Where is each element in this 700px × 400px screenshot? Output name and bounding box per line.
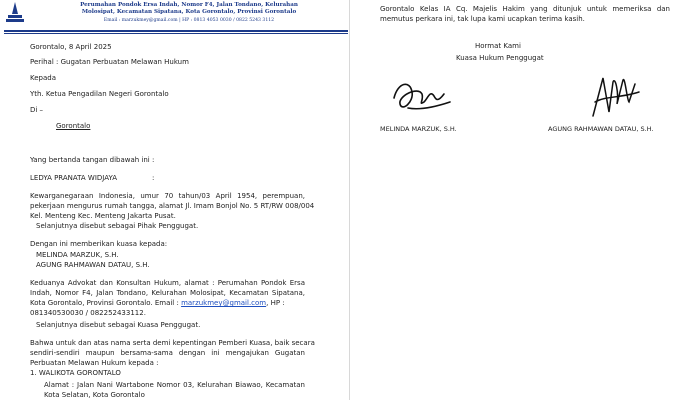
letterhead-address-line1: Perumahan Pondok Ersa Indah, Nomor F4, Jalan Tondano, Kelurahan (80, 2, 298, 8)
plaintiff-name: LEDYA PRANATA WIDJAYA (30, 174, 117, 182)
letterhead (0, 0, 350, 36)
place-date: Gorontalo, 8 April 2025 (30, 43, 112, 51)
defendant-heading: 1. WALIKOTA GORONTALO (30, 369, 121, 377)
attorney-desc-line: Indah, Nomor F4, Jalan Tondano, Kelurahan Molosipat, Kecamatan Sipatana, (30, 289, 305, 297)
di-label: Di – (30, 106, 44, 114)
claim-intro-line: Perbuatan Melawan Hukum kepada : (30, 359, 159, 367)
regards: Hormat Kami (475, 42, 521, 50)
signer-name: MELINDA MARZUK, S.H. (380, 125, 457, 133)
plaintiff-desc-line: Kewarganegaraan Indonesia, umur 70 tahun/03 April 1954, perempuan, (30, 192, 305, 200)
signatory-role: Kuasa Hukum Penggugat (456, 54, 544, 62)
subject-line: Perihal : Gugatan Perbuatan Melawan Hukum (30, 58, 189, 66)
undersigned-intro: Yang bertanda tangan dibawah ini : (30, 156, 155, 164)
attorney-name: AGUNG RAHMAWAN DATAU, S.H. (36, 261, 150, 269)
power-intro: Dengan ini memberikan kuasa kepada: (30, 240, 168, 248)
firm-logo (4, 0, 26, 26)
letterhead-address-line2: Molosipat, Kecamatan Sipatana, Kota Gorontalo, Provinsi Gorontalo (81, 9, 297, 15)
attorney-desc-line: Kota Gorontalo, Provinsi Gorontalo. Email : (30, 299, 179, 307)
plaintiff-alias: Selanjutnya disebut sebagai Pihak Penggugat. (36, 222, 199, 230)
attorney-contact-line (30, 298, 285, 308)
attorney-alias: Selanjutnya disebut sebagai Kuasa Penggugat. (36, 321, 201, 329)
signer-name: AGUNG RAHMAWAN DATAU, S.H. (548, 125, 654, 133)
claim-intro-line: sendiri-sendiri maupun bersama-sama dengan ini mengajukan Gugatan (30, 349, 305, 357)
defendant-address-line: Alamat : Jalan Nani Wartabone Nomor 03, Kelurahan Biawao, Kecamatan (44, 381, 305, 389)
attorney-name: MELINDA MARZUK, S.H. (36, 251, 119, 259)
plaintiff-desc-line: pekerjaan mengurus rumah tangga, alamat Jl. Imam Bonjol No. 5 RT/RW 008/004 (30, 202, 315, 210)
email-link[interactable]: marzukmey@gmail.com (181, 299, 267, 307)
recipient-city: Gorontalo (56, 122, 91, 130)
attorney-desc-line: Keduanya Advokat dan Konsultan Hukum, alamat : Perumahan Pondok Ersa (30, 279, 305, 287)
page-divider (349, 0, 350, 400)
signature-agung (585, 72, 645, 122)
signature-melinda (388, 72, 458, 120)
recipient: Yth. Ketua Pengadilan Negeri Gorontalo (30, 90, 169, 98)
letterhead-rule-thin (4, 33, 348, 34)
plaintiff-colon: : (152, 174, 155, 182)
claim-intro-line: Bahwa untuk dan atas nama serta demi kepentingan Pemberi Kuasa, baik secara (30, 339, 315, 347)
hp-label: , HP : (266, 299, 285, 307)
plaintiff-desc-line: Kel. Menteng Kec. Menteng Jakarta Pusat. (30, 212, 176, 220)
letterhead-rule-thick (4, 30, 348, 32)
attorney-phone: 081340530030 / 082252433112. (30, 309, 146, 317)
defendant-address-line: Kota Selatan, Kota Gorontalo (44, 391, 145, 399)
closing-line: memutus perkara ini, tak lupa kami ucapkan terima kasih. (380, 15, 585, 23)
letterhead-contact: Email : marzukmey@gmail.com | HP : 0813 4053 0030 / 0822 5243 3112 (103, 18, 275, 23)
kepada-label: Kepada (30, 74, 57, 82)
closing-line: Gorontalo Kelas IA Cq. Majelis Hakim yang ditunjuk untuk memeriksa dan (380, 5, 670, 13)
